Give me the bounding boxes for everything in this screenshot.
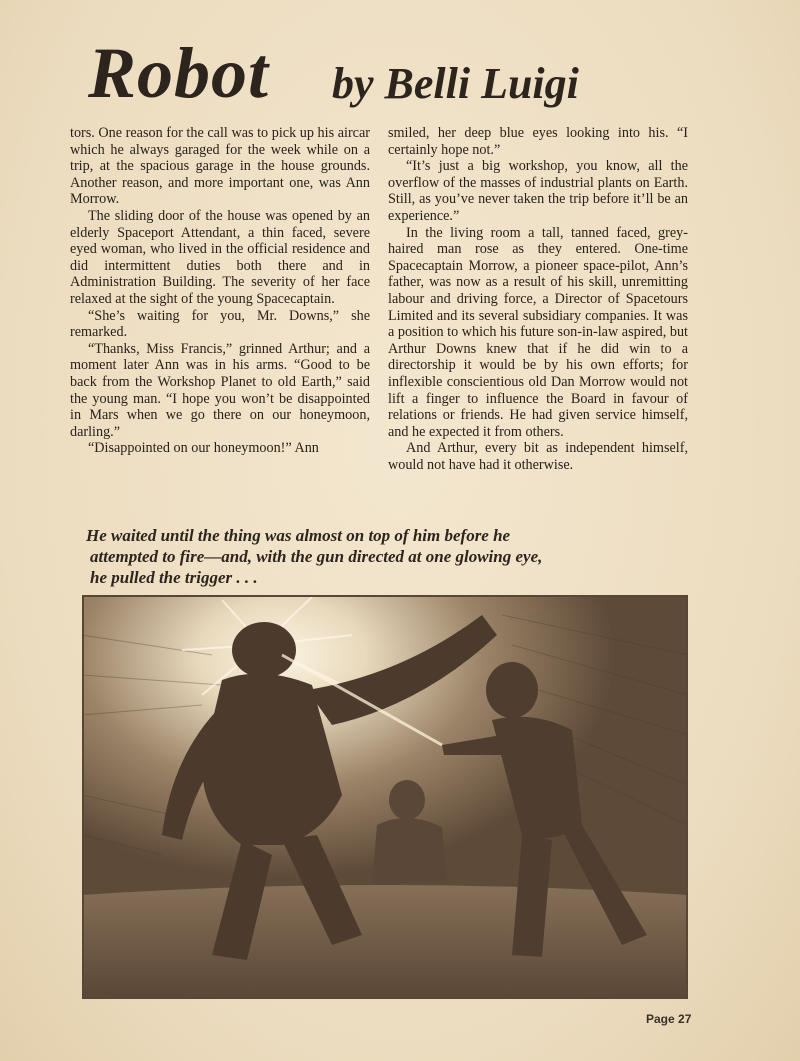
paragraph: “It’s just a big workshop, you know, all the overflow of the masses of industrial plants on Earth. Still, as you’ve never taken the trip before it’ll be an experience.”	[388, 158, 688, 224]
story-byline: by Belli Luigi	[332, 59, 579, 108]
left-text-column	[70, 125, 370, 457]
illustration	[82, 595, 688, 999]
paragraph: And Arthur, every bit as independent himself, would not have had it otherwise.	[388, 440, 688, 473]
paragraph: In the living room a tall, tanned faced, grey-haired man rose as they entered. One-time Spacecaptain Morrow, a pioneer space-pilot, Ann’s father, was now as a result of his skill, unremitting labour and driving force, a Director of Spacetours Limited and its several subsidiary companies. It was a position to which his future son-in-law aspired, but Arthur Downs knew that if he did win to a directorship it would be by his own efforts; for inflexible conscientious old Dan Morrow would not lift a finger to influence the Board in favour of relations or friends. He had given service himself, and he expected it from others.	[388, 224, 688, 440]
paragraph: The sliding door of the house was opened by an elderly Spaceport Attendant, a thin faced, severe eyed woman, who lived in the official residence and did intermittent duties both there and in Administration Building. The severity of her face relaxed at the sight of the young Spacecaptain.	[70, 207, 370, 307]
story-header	[80, 28, 720, 118]
caption-line: He waited until the thing was almost on top of him before he	[86, 526, 511, 545]
caption-line: attempted to fire—and, with the gun directed at one glowing eye,	[90, 547, 543, 566]
caption-line: he pulled the trigger . . .	[90, 568, 258, 587]
paragraph: “Thanks, Miss Francis,” grinned Arthur; and a moment later Ann was in his arms. “Good to be back from the Workshop Planet to old Earth,” said the young man. “I hope you won’t be disappointed in Mars when we go there on our honeymoon, darling.”	[70, 340, 370, 440]
floor	[82, 885, 688, 999]
paragraph: “She’s waiting for you, Mr. Downs,” she remarked.	[70, 307, 370, 341]
paragraph: smiled, her deep blue eyes looking into his. “I certainly hope not.”	[388, 125, 688, 158]
page-number: Page 27	[646, 1012, 692, 1026]
paragraph: tors. One reason for the call was to pick up his aircar which he always garaged for the week while on a trip, at the spacious garage in the house grounds. Another reason, and more important one, was Ann Morrow.	[70, 125, 370, 208]
story-title: Robot	[88, 33, 270, 113]
illustration-caption	[86, 525, 686, 588]
right-text-column	[388, 125, 688, 473]
paragraph: “Disappointed on our honeymoon!” Ann	[88, 440, 319, 457]
